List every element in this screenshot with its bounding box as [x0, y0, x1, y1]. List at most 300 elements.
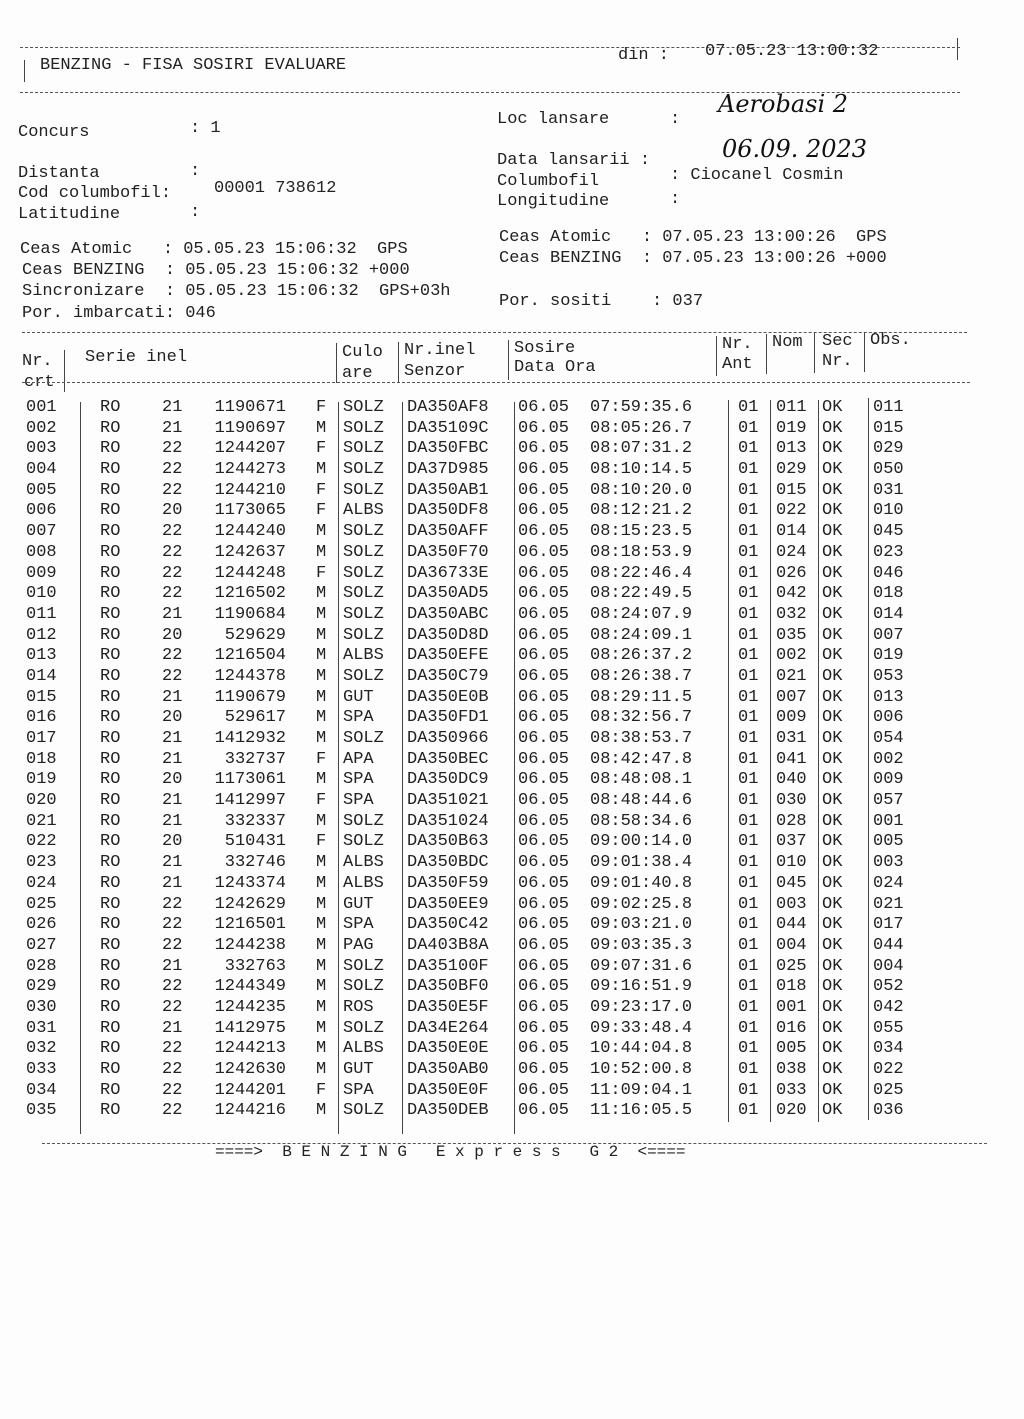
table-row: [0, 791, 1024, 812]
cell-ro: RO: [100, 729, 121, 748]
cell-col: SOLZ: [343, 729, 384, 748]
cell-num: 1244207: [214, 439, 286, 459]
cell-sec: OK: [822, 584, 843, 604]
cell-ro: RO: [100, 1060, 121, 1079]
cell-num: 1190697: [214, 418, 286, 438]
latitudine-label: Latitudine: [18, 205, 121, 224]
table-row: [0, 564, 1024, 585]
cell-sec: OK: [822, 1018, 843, 1038]
hdr-bar-1: [64, 350, 65, 392]
cell-sec: OK: [822, 398, 843, 417]
cell-sec: OK: [822, 956, 843, 976]
cell-num: 332737: [224, 749, 286, 769]
table-row: [0, 398, 1024, 419]
cell-date: 06.05: [518, 832, 570, 852]
cell-yr: 21: [162, 853, 183, 873]
cell-sex: M: [316, 873, 327, 893]
cell-date: 06.05: [518, 501, 570, 521]
cell-ant: 01: [738, 832, 759, 852]
cell-sec: OK: [822, 977, 843, 997]
cell-col: GUT: [343, 687, 374, 707]
table-row: [0, 770, 1024, 791]
cell-obs: 057: [873, 791, 904, 811]
cell-sex: M: [316, 418, 327, 438]
din-value: 07.05.23 13:00:32: [705, 42, 879, 61]
cell-col: SOLZ: [343, 584, 384, 604]
cell-sex: M: [316, 894, 327, 914]
cell-time: 08:26:37.2: [590, 646, 693, 666]
cell-date: 06.05: [518, 853, 570, 873]
cell-obs: 003: [873, 853, 904, 873]
table-row: [0, 543, 1024, 564]
cell-sex: M: [316, 1018, 327, 1038]
cell-date: 06.05: [518, 563, 570, 583]
table-row: [0, 729, 1024, 750]
cell-num: 1244201: [214, 1080, 286, 1100]
cell-sec: OK: [822, 832, 843, 852]
cell-nom: 021: [776, 666, 807, 686]
cell-nom: 015: [776, 480, 807, 500]
cell-num: 1173061: [214, 770, 286, 790]
cell-yr: 21: [162, 398, 183, 417]
cell-date: 06.05: [518, 915, 570, 935]
cell-time: 08:05:26.7: [590, 418, 693, 438]
cell-sec: OK: [822, 708, 843, 728]
table-header-rule: [22, 382, 970, 383]
cell-ant: 01: [738, 418, 759, 438]
cell-yr: 21: [162, 604, 183, 624]
cell-sec: OK: [822, 646, 843, 666]
cell-ro: RO: [100, 997, 121, 1017]
cell-obs: 007: [873, 625, 904, 645]
cell-sec: OK: [822, 542, 843, 562]
cell-nr: 013: [26, 646, 57, 666]
cell-yr: 21: [162, 418, 183, 438]
table-row: [0, 439, 1024, 460]
cell-sex: M: [316, 687, 327, 707]
cell-num: 1216501: [214, 915, 286, 935]
table-row: [0, 584, 1024, 605]
loc-lansare-colon: :: [670, 110, 681, 129]
cell-sex: M: [316, 522, 327, 542]
cell-obs: 006: [873, 708, 904, 728]
cell-sec: OK: [822, 1101, 843, 1121]
cell-yr: 22: [162, 522, 183, 542]
cell-num: 332337: [224, 811, 286, 831]
hdr-bar-2: [336, 343, 337, 383]
cell-yr: 22: [162, 1101, 183, 1121]
table-row: [0, 1039, 1024, 1060]
cell-nom: 003: [776, 894, 807, 914]
cell-yr: 20: [162, 770, 183, 790]
cell-sex: M: [316, 977, 327, 997]
cell-col: GUT: [343, 894, 374, 914]
table-row: [0, 460, 1024, 481]
cell-sec: OK: [822, 522, 843, 542]
table-row: [0, 853, 1024, 874]
cell-ant: 01: [738, 977, 759, 997]
hdr-nrinel: Nr.inel: [404, 341, 476, 360]
cell-ro: RO: [100, 894, 121, 914]
table-row: [0, 998, 1024, 1019]
hdr-senzor: Senzor: [404, 362, 466, 381]
cell-col: SOLZ: [343, 1018, 384, 1038]
cell-yr: 22: [162, 977, 183, 997]
cell-num: 1412997: [214, 791, 286, 811]
cell-sex: M: [316, 666, 327, 686]
cell-sex: F: [316, 439, 327, 459]
cell-yr: 22: [162, 1039, 183, 1059]
cell-sex: M: [316, 997, 327, 1017]
document-title: BENZING - FISA SOSIRI EVALUARE: [40, 56, 347, 75]
cell-date: 06.05: [518, 770, 570, 790]
cell-sex: M: [316, 542, 327, 562]
cell-ro: RO: [100, 811, 121, 831]
cell-nom: 029: [776, 460, 807, 480]
cell-yr: 21: [162, 729, 183, 748]
loc-lansare-handwritten: Aerobasi 2: [718, 90, 849, 118]
cell-obs: 025: [873, 1080, 904, 1100]
cell-date: 06.05: [518, 729, 570, 748]
cell-sen: DA350C79: [407, 666, 489, 686]
cell-col: SOLZ: [343, 563, 384, 583]
cell-col: SOLZ: [343, 604, 384, 624]
cell-yr: 20: [162, 625, 183, 645]
cell-nr: 031: [26, 1018, 57, 1038]
cell-time: 08:10:14.5: [590, 460, 693, 480]
cell-date: 06.05: [518, 749, 570, 769]
cell-obs: 013: [873, 687, 904, 707]
cell-ro: RO: [100, 708, 121, 728]
cell-ant: 01: [738, 625, 759, 645]
latitudine-value: :: [190, 203, 201, 222]
cell-nom: 018: [776, 977, 807, 997]
cell-num: 1173065: [214, 501, 286, 521]
cell-col: SOLZ: [343, 460, 384, 480]
cell-yr: 22: [162, 1080, 183, 1100]
cell-num: 1216504: [214, 646, 286, 666]
cell-time: 09:03:21.0: [590, 915, 693, 935]
cell-ro: RO: [100, 1101, 121, 1121]
table-row: [0, 667, 1024, 688]
cell-num: 1190671: [214, 398, 286, 417]
cell-ro: RO: [100, 625, 121, 645]
clock-left-imbarcati: Por. imbarcati: 046: [22, 304, 216, 323]
cell-ro: RO: [100, 398, 121, 417]
loc-lansare-label: Loc lansare: [497, 110, 610, 129]
cell-date: 06.05: [518, 1018, 570, 1038]
cell-sex: M: [316, 915, 327, 935]
cell-sen: DA350FD1: [407, 708, 489, 728]
cell-yr: 22: [162, 542, 183, 562]
cell-col: ALBS: [343, 646, 384, 666]
cell-sec: OK: [822, 625, 843, 645]
cell-ro: RO: [100, 770, 121, 790]
title-right-bar: [957, 38, 958, 60]
cell-yr: 21: [162, 791, 183, 811]
cell-nom: 014: [776, 522, 807, 542]
hdr-sec-1: Sec: [822, 332, 853, 351]
cell-nr: 018: [26, 749, 57, 769]
hdr-bar-8: [864, 332, 865, 372]
cell-sex: F: [316, 832, 327, 852]
cell-nom: 009: [776, 708, 807, 728]
cell-nom: 042: [776, 584, 807, 604]
table-row: [0, 1019, 1024, 1040]
cell-time: 08:18:53.9: [590, 542, 693, 562]
cell-time: 07:59:35.6: [590, 398, 693, 417]
cell-num: 332746: [224, 853, 286, 873]
cell-sex: M: [316, 625, 327, 645]
cell-nr: 002: [26, 418, 57, 438]
hdr-nr: Nr.: [22, 352, 53, 371]
hdr-nom: Nom: [772, 333, 803, 352]
cell-date: 06.05: [518, 666, 570, 686]
cell-nr: 020: [26, 791, 57, 811]
cell-col: ALBS: [343, 1039, 384, 1059]
cell-time: 08:29:11.5: [590, 687, 693, 707]
cell-time: 10:44:04.8: [590, 1039, 693, 1059]
cell-nom: 004: [776, 935, 807, 955]
cell-col: ROS: [343, 997, 374, 1017]
cell-sex: M: [316, 770, 327, 790]
cell-nom: 040: [776, 770, 807, 790]
cell-sex: F: [316, 398, 327, 417]
cell-nom: 030: [776, 791, 807, 811]
cell-time: 08:22:46.4: [590, 563, 693, 583]
cell-ro: RO: [100, 666, 121, 686]
cell-nr: 035: [26, 1101, 57, 1121]
hdr-bar-5: [716, 336, 717, 376]
cell-yr: 22: [162, 666, 183, 686]
cell-obs: 022: [873, 1060, 904, 1079]
cell-yr: 20: [162, 501, 183, 521]
cell-obs: 053: [873, 666, 904, 686]
cell-col: SPA: [343, 708, 374, 728]
cell-sec: OK: [822, 604, 843, 624]
clock-left-sync: Sincronizare : 05.05.23 15:06:32 GPS+03h: [22, 282, 451, 301]
cell-obs: 005: [873, 832, 904, 852]
cell-obs: 021: [873, 894, 904, 914]
cell-ro: RO: [100, 935, 121, 955]
cell-sen: DA34E264: [407, 1018, 489, 1038]
cell-nom: 026: [776, 563, 807, 583]
cell-nr: 019: [26, 770, 57, 790]
cell-date: 06.05: [518, 1039, 570, 1059]
cell-yr: 21: [162, 956, 183, 976]
cell-sec: OK: [822, 915, 843, 935]
cell-ant: 01: [738, 853, 759, 873]
cell-nr: 007: [26, 522, 57, 542]
cell-sen: DA35109C: [407, 418, 489, 438]
cell-ro: RO: [100, 646, 121, 666]
cell-obs: 055: [873, 1018, 904, 1038]
cell-ro: RO: [100, 791, 121, 811]
cell-sex: M: [316, 584, 327, 604]
cell-num: 1412932: [214, 729, 286, 748]
cell-nr: 003: [26, 439, 57, 459]
cell-obs: 050: [873, 460, 904, 480]
table-row: [0, 936, 1024, 957]
cell-ro: RO: [100, 460, 121, 480]
cell-ro: RO: [100, 439, 121, 459]
table-row: [0, 522, 1024, 543]
cell-obs: 015: [873, 418, 904, 438]
cell-obs: 045: [873, 522, 904, 542]
cell-time: 11:16:05.5: [590, 1101, 693, 1121]
cell-sec: OK: [822, 1039, 843, 1059]
cell-nr: 008: [26, 542, 57, 562]
cell-time: 08:38:53.7: [590, 729, 693, 748]
cell-sen: DA350D8D: [407, 625, 489, 645]
cell-time: 08:48:44.6: [590, 791, 693, 811]
cell-sec: OK: [822, 853, 843, 873]
cell-date: 06.05: [518, 604, 570, 624]
cell-ro: RO: [100, 480, 121, 500]
cell-ant: 01: [738, 687, 759, 707]
cell-ant: 01: [738, 398, 759, 417]
cell-col: GUT: [343, 1060, 374, 1079]
table-row: [0, 605, 1024, 626]
cell-nr: 011: [26, 604, 57, 624]
cell-sen: DA350B63: [407, 832, 489, 852]
cell-sex: M: [316, 1060, 327, 1079]
concurs-value: : 1: [190, 119, 221, 138]
cell-date: 06.05: [518, 687, 570, 707]
table-row: [0, 915, 1024, 936]
cell-sen: DA350EE9: [407, 894, 489, 914]
cell-ro: RO: [100, 915, 121, 935]
cell-obs: 001: [873, 811, 904, 831]
cell-sec: OK: [822, 1060, 843, 1079]
columbofil-value: : Ciocanel Cosmin: [670, 166, 844, 185]
cell-col: SPA: [343, 1080, 374, 1100]
cell-nr: 022: [26, 832, 57, 852]
clock-left-atomic: Ceas Atomic : 05.05.23 15:06:32 GPS: [20, 240, 408, 259]
table-row: [0, 1081, 1024, 1102]
cell-ro: RO: [100, 832, 121, 852]
cell-time: 08:24:09.1: [590, 625, 693, 645]
cell-nom: 024: [776, 542, 807, 562]
din-label: din :: [618, 46, 670, 65]
cell-time: 08:12:21.2: [590, 501, 693, 521]
cell-num: 1216502: [214, 584, 286, 604]
table-row: [0, 1101, 1024, 1122]
cell-ant: 01: [738, 563, 759, 583]
cell-nom: 020: [776, 1101, 807, 1121]
cell-nom: 011: [776, 398, 807, 417]
hdr-bar-7: [814, 333, 815, 373]
cell-sec: OK: [822, 791, 843, 811]
cell-nr: 010: [26, 584, 57, 604]
cell-yr: 22: [162, 997, 183, 1017]
cell-sen: DA350966: [407, 729, 489, 748]
cell-ro: RO: [100, 749, 121, 769]
cell-sex: M: [316, 460, 327, 480]
columbofil-label: Columbofil: [497, 172, 600, 191]
cell-nr: 025: [26, 894, 57, 914]
cell-obs: 002: [873, 749, 904, 769]
cell-nr: 033: [26, 1060, 57, 1079]
cell-ro: RO: [100, 853, 121, 873]
cell-time: 11:09:04.1: [590, 1080, 693, 1100]
cell-yr: 21: [162, 1018, 183, 1038]
cell-yr: 22: [162, 439, 183, 459]
cell-col: SOLZ: [343, 956, 384, 976]
cell-nr: 001: [26, 398, 57, 417]
cell-ant: 01: [738, 1080, 759, 1100]
cell-obs: 024: [873, 873, 904, 893]
cell-ro: RO: [100, 522, 121, 542]
cell-nom: 044: [776, 915, 807, 935]
cell-nom: 037: [776, 832, 807, 852]
cell-time: 08:32:56.7: [590, 708, 693, 728]
table-row: [0, 957, 1024, 978]
clock-right-benzing: Ceas BENZING : 07.05.23 13:00:26 +000: [499, 249, 887, 268]
cell-sex: M: [316, 646, 327, 666]
cell-col: SOLZ: [343, 522, 384, 542]
hdr-are: are: [342, 364, 373, 383]
table-row: [0, 874, 1024, 895]
cell-obs: 004: [873, 956, 904, 976]
cell-time: 08:26:38.7: [590, 666, 693, 686]
cell-sec: OK: [822, 894, 843, 914]
cell-sen: DA351024: [407, 811, 489, 831]
cell-sen: DA350E0E: [407, 1039, 489, 1059]
cell-sex: M: [316, 853, 327, 873]
cell-time: 09:03:35.3: [590, 935, 693, 955]
clock-right-atomic: Ceas Atomic : 07.05.23 13:00:26 GPS: [499, 228, 887, 247]
cell-ro: RO: [100, 1039, 121, 1059]
arrivals-table: [0, 398, 1024, 1122]
cell-nr: 023: [26, 853, 57, 873]
cell-col: SPA: [343, 770, 374, 790]
cell-sex: F: [316, 791, 327, 811]
cell-yr: 22: [162, 563, 183, 583]
cell-yr: 22: [162, 584, 183, 604]
cell-nom: 007: [776, 687, 807, 707]
hdr-culo: Culo: [342, 343, 383, 362]
cell-nom: 035: [776, 625, 807, 645]
cell-sen: DA37D985: [407, 460, 489, 480]
cell-obs: 018: [873, 584, 904, 604]
cell-nom: 019: [776, 418, 807, 438]
cell-ro: RO: [100, 542, 121, 562]
cell-col: SOLZ: [343, 418, 384, 438]
cell-date: 06.05: [518, 1080, 570, 1100]
cell-num: 1242630: [214, 1060, 286, 1079]
cell-ant: 01: [738, 997, 759, 1017]
table-row: [0, 895, 1024, 916]
table-row: [0, 646, 1024, 667]
cell-time: 08:22:49.5: [590, 584, 693, 604]
cell-sen: DA350BF0: [407, 977, 489, 997]
cell-ant: 01: [738, 770, 759, 790]
cell-yr: 22: [162, 460, 183, 480]
cell-nr: 030: [26, 997, 57, 1017]
cell-sec: OK: [822, 749, 843, 769]
cell-num: 1244378: [214, 666, 286, 686]
cell-ant: 01: [738, 1039, 759, 1059]
hdr-data-ora: Data Ora: [514, 358, 596, 377]
cell-ant: 01: [738, 1018, 759, 1038]
cell-nom: 025: [776, 956, 807, 976]
cell-nom: 031: [776, 729, 807, 748]
cell-time: 08:58:34.6: [590, 811, 693, 831]
cell-col: SOLZ: [343, 542, 384, 562]
cell-obs: 010: [873, 501, 904, 521]
cell-col: ALBS: [343, 873, 384, 893]
